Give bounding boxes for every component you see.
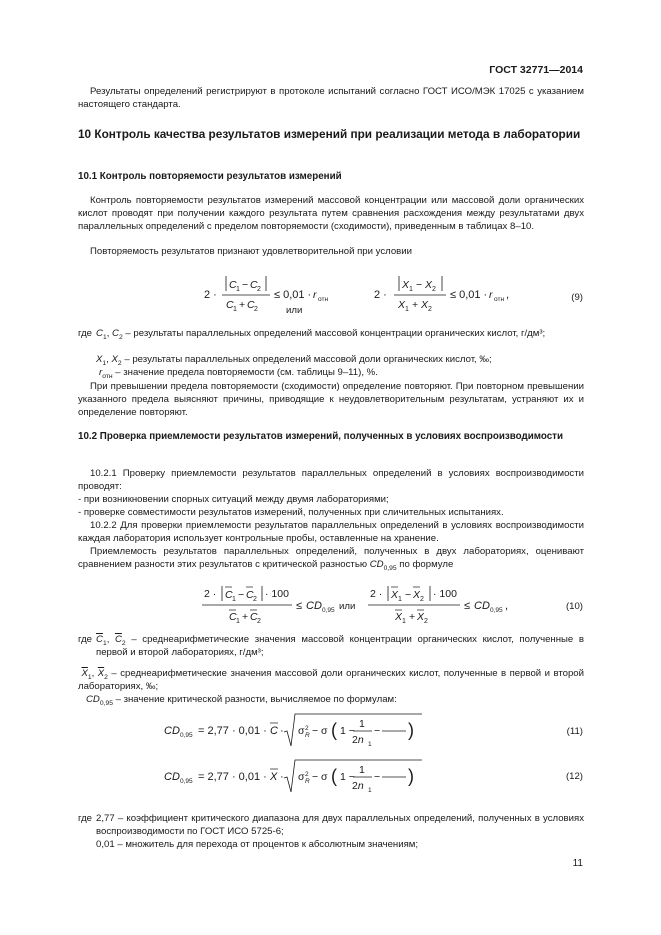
svg-text:2 ·: 2 · — [374, 289, 387, 301]
svg-text:2: 2 — [257, 286, 261, 293]
svg-text:≤: ≤ — [464, 600, 471, 612]
svg-text:σ: σ — [298, 725, 305, 737]
equation-10-number: (10) — [565, 601, 583, 612]
svg-text:2: 2 — [428, 306, 432, 313]
svg-text:C: C — [226, 299, 234, 311]
svg-text:·: · — [280, 725, 284, 737]
svg-text:−: − — [405, 589, 412, 601]
where-xbar: $\overline{X}_1$, $\overline{X}_2$ – среднеарифметические значения массовой доли органических кислот, полученные в первой и второй лабораториях, ‰; — [78, 668, 584, 692]
where-label-3: где — [78, 813, 93, 824]
svg-text:2: 2 — [257, 618, 261, 625]
svg-text:− σ: − σ — [312, 725, 328, 737]
svg-text:C: C — [246, 589, 254, 601]
svg-text:2: 2 — [305, 771, 309, 778]
equation-9 — [200, 270, 520, 320]
svg-text:): ) — [408, 766, 414, 786]
svg-text:≤ 0,01 ·: ≤ 0,01 · — [274, 289, 312, 301]
svg-text:2: 2 — [420, 596, 424, 603]
svg-text:1: 1 — [405, 306, 409, 313]
svg-text:C: C — [250, 279, 258, 291]
svg-text:+: + — [409, 611, 416, 623]
svg-text:X: X — [402, 279, 410, 291]
svg-text:−: − — [374, 771, 381, 783]
bullet-1: - при возникновении спорных ситуаций между двумя лабораториями; — [78, 494, 389, 505]
svg-text:C: C — [250, 611, 258, 623]
svg-text:X: X — [395, 611, 403, 623]
svg-text:2: 2 — [432, 286, 436, 293]
eq9-or: или — [286, 305, 303, 316]
svg-text:· 100: · 100 — [265, 588, 289, 600]
svg-text:0,95: 0,95 — [180, 778, 193, 785]
svg-text:,: , — [506, 289, 510, 301]
paragraph-10-1-1: Контроль повторяемости результатов измерений массовой концентрации или массовой доли органических кислот проводят при получении каждого результата путем сравнения расхождения между результатами двух параллельных определений с пределом повторяемости (сходимости), приведенным в таблицах 8–10. — [78, 195, 584, 232]
svg-text:+: + — [242, 611, 249, 623]
paragraph-10-2-2: 10.2.2 Для проверки приемлемости результатов параллельных определений в условиях воспроизводимости каждая лаборатория использует контрольные пробы, оставленные на хранение. — [78, 520, 584, 544]
svg-text:· 100: · 100 — [433, 588, 457, 600]
svg-text:CD: CD — [164, 725, 180, 737]
svg-text:X: X — [417, 611, 425, 623]
equation-12-number: (12) — [565, 771, 583, 782]
svg-text:1: 1 — [398, 596, 402, 603]
svg-text:− σ: − σ — [312, 771, 328, 783]
where-label-2: где — [78, 634, 93, 645]
svg-text:−: − — [242, 279, 249, 291]
svg-text:·: · — [280, 771, 284, 783]
svg-text:= 2,77 · 0,01 ·: = 2,77 · 0,01 · — [198, 725, 267, 737]
svg-text:X: X — [413, 589, 421, 601]
svg-text:−: − — [374, 725, 381, 737]
svg-text:1: 1 — [368, 741, 372, 748]
where-001: 0,01 – множитель для перехода от процентов к абсолютным значениям; — [96, 839, 419, 850]
svg-text:,: , — [505, 600, 509, 612]
svg-text:1: 1 — [409, 286, 413, 293]
svg-text:отн: отн — [318, 296, 329, 303]
svg-text:1: 1 — [368, 787, 372, 794]
subsection-10-2-title: 10.2 Проверка приемлемости результатов измерений, полученных в условиях воспроизводимости — [78, 431, 563, 442]
svg-text:2: 2 — [305, 725, 309, 732]
equation-11 — [160, 710, 440, 752]
svg-text:CD: CD — [306, 600, 322, 612]
subsection-10-1-title: 10.1 Контроль повторяемости результатов измерений — [78, 171, 342, 182]
svg-text:+: + — [239, 299, 246, 311]
where-cbar: $\overline{C}_1$, $\overline{C}_2$ – среднеарифметические значения массовой концентрации органических кислот, полученные в первой и второй лабораториях, г/дм³; — [96, 634, 584, 658]
where-x1x2: $X_1$, $X_2$ – результаты параллельных определений массовой доли органических кислот, ‰; — [96, 354, 492, 367]
svg-text:2: 2 — [253, 596, 257, 603]
svg-text:C: C — [270, 725, 278, 737]
svg-text:1 −: 1 − — [340, 771, 355, 783]
svg-text:0,95: 0,95 — [322, 607, 335, 614]
svg-text:−: − — [416, 279, 423, 291]
where-277: 2,77 – коэффициент критического диапазона для двух параллельных определений, полученных в условиях воспроизводимости по ГОСТ ИСО 5725-6; — [96, 813, 584, 837]
svg-text:(: ( — [331, 766, 337, 786]
svg-text:CD: CD — [164, 771, 180, 783]
svg-text:1: 1 — [232, 596, 236, 603]
svg-text:X: X — [425, 279, 433, 291]
svg-text:1: 1 — [359, 718, 365, 730]
svg-text:σ: σ — [298, 771, 305, 783]
equation-9-number: (9) — [571, 292, 583, 303]
paragraph-10-2-1: 10.2.1 Проверку приемлемости результатов параллельных определений в условиях воспроизводимости проводят: — [78, 468, 584, 492]
svg-text:C: C — [225, 589, 233, 601]
svg-text:2: 2 — [424, 618, 428, 625]
svg-text:C: C — [229, 279, 237, 291]
svg-text:2 ·: 2 · — [370, 588, 383, 600]
paragraph-10-2-3: Приемлемость результатов параллельных определений, полученных в двух лабораториях, оценивают сравнением разности этих результатов с критической разностью $CD_{0,95}$ по формуле — [78, 546, 584, 572]
svg-text:r: r — [313, 289, 317, 301]
where-r-otn: $r_{отн}$ – значение предела повторяемости (см. таблицы 9–11), %. — [99, 367, 378, 380]
svg-text:C: C — [229, 611, 237, 623]
where-label: где — [78, 328, 93, 339]
svg-text:1: 1 — [236, 286, 240, 293]
svg-text:или: или — [339, 601, 356, 612]
svg-text:0,95: 0,95 — [180, 732, 193, 739]
page-number: 11 — [572, 858, 583, 869]
svg-text:1 −: 1 − — [340, 725, 355, 737]
svg-text:≤ 0,01 ·: ≤ 0,01 · — [450, 289, 488, 301]
svg-text:отн: отн — [494, 296, 505, 303]
where-c1c2: $C_1$, $C_2$ – результаты параллельных определений массовой концентрации органических кислот, г/дм³; — [96, 328, 546, 341]
svg-text:C: C — [247, 299, 255, 311]
svg-text:R: R — [305, 778, 310, 785]
svg-text:2n: 2n — [352, 780, 364, 792]
svg-text:0,95: 0,95 — [490, 607, 503, 614]
equation-11-number: (11) — [566, 726, 583, 737]
svg-text:X: X — [391, 589, 399, 601]
svg-text:1: 1 — [233, 306, 237, 313]
svg-text:1: 1 — [236, 618, 240, 625]
section-10-title: 10 Контроль качества результатов измерений при реализации метода в лаборатории — [78, 127, 581, 141]
standard-header: ГОСТ 32771—2014 — [489, 64, 583, 76]
svg-text:2: 2 — [254, 306, 258, 313]
svg-text:(: ( — [331, 720, 337, 740]
svg-text:1: 1 — [402, 618, 406, 625]
svg-text:r: r — [489, 289, 493, 301]
svg-text:X: X — [398, 299, 406, 311]
where-cd: $CD_{0,95}$ – значение критической разности, вычисляемое по формулам: — [86, 694, 397, 707]
bullet-2: - проверке совместимости результатов измерений, полученных при сличительных испытаниях. — [78, 507, 504, 518]
svg-text:+: + — [412, 299, 419, 311]
equation-10 — [198, 580, 558, 632]
svg-text:): ) — [408, 720, 414, 740]
svg-text:X: X — [421, 299, 429, 311]
intro-paragraph: Результаты определений регистрируют в протоколе испытаний согласно ГОСТ ИСО/МЭК 17025 с указанием настоящего стандарта. — [78, 86, 584, 110]
paragraph-10-1-2: Повторяемость результатов признают удовлетворительной при условии — [90, 246, 412, 257]
svg-text:2 ·: 2 · — [204, 588, 217, 600]
paragraph-10-1-3: При превышении предела повторяемости (сходимости) определение повторяют. При повторном превышении указанного предела выясняют причины, приводящие к неудовлетворительным результатам, устраняют их и определение повторяют. — [78, 381, 584, 418]
svg-text:1: 1 — [359, 764, 365, 776]
svg-text:= 2,77 · 0,01 ·: = 2,77 · 0,01 · — [198, 771, 267, 783]
equation-12 — [160, 756, 440, 798]
svg-text:X: X — [270, 771, 278, 783]
svg-text:2 ·: 2 · — [204, 289, 217, 301]
svg-text:2n: 2n — [352, 734, 364, 746]
svg-text:≤: ≤ — [296, 600, 303, 612]
svg-text:R: R — [305, 732, 310, 739]
svg-text:−: − — [238, 589, 245, 601]
svg-text:CD: CD — [474, 600, 490, 612]
